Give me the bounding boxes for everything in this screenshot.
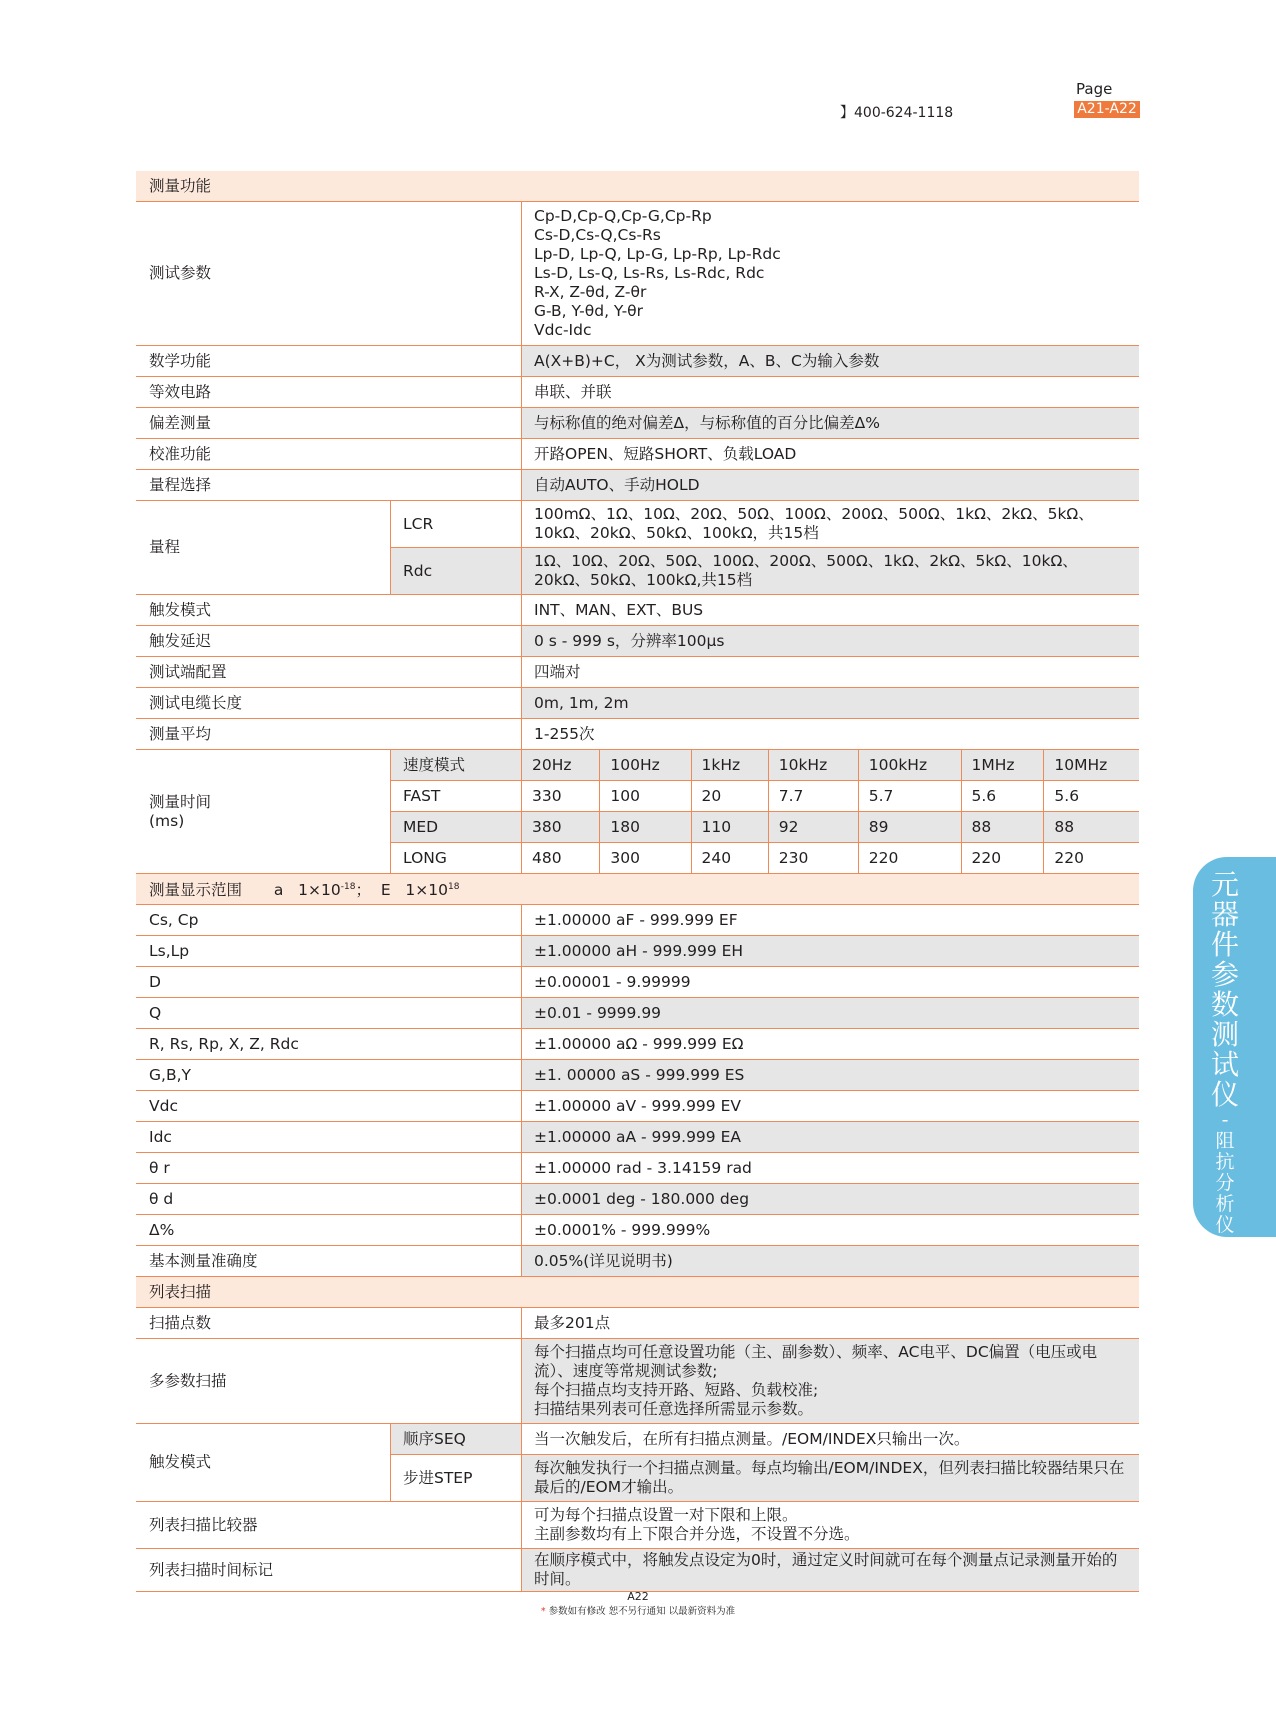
spec-row: Vdc ±1.00000 aV - 999.999 EV <box>136 1091 1139 1122</box>
spec-row: Δ% ±0.0001% - 999.999% <box>136 1215 1139 1246</box>
spec-row: 触发延迟 0 s - 999 s，分辨率100μs <box>136 626 1139 657</box>
spec-row-timestamp: 列表扫描时间标记 在顺序模式中，将触发点设定为0时，通过定义时间就可在每个测量点记录测量开始的时间。 <box>136 1549 1139 1592</box>
params-label: 测试参数 <box>136 202 522 346</box>
range-lcr-values: 100mΩ、1Ω、10Ω、20Ω、50Ω、100Ω、200Ω、500Ω、1kΩ、2kΩ、5kΩ、10kΩ、20kΩ、50kΩ、100kΩ，共15档 <box>522 501 1140 548</box>
range-lcr-label: LCR <box>391 501 522 548</box>
spec-row-params <box>136 202 1139 346</box>
spec-row: 校准功能 开路OPEN、短路SHORT、负载LOAD <box>136 439 1139 470</box>
spec-row-multi: 多参数扫描 每个扫描点均可任意设置功能（主、副参数）、频率、AC电平、DC偏置（电压或电流）、速度等常规测试参数; 每个扫描点均支持开路、短路、负载校准; 扫描结果列表可任意选择所需显示参数。 <box>136 1339 1139 1424</box>
spec-row-trigger-seq: 触发模式 顺序SEQ 当一次触发后，在所有扫描点测量。/EOM/INDEX只输出一次。 <box>136 1424 1139 1455</box>
section-header-list: 列表扫描 <box>136 1277 1139 1308</box>
spec-row: Ls,Lp ±1.00000 aH - 999.999 EH <box>136 936 1139 967</box>
spec-row: 测量平均 1-255次 <box>136 719 1139 750</box>
spec-row: Q ±0.01 - 9999.99 <box>136 998 1139 1029</box>
range-label: 量程 <box>136 501 391 595</box>
spec-row: 数学功能 A(X+B)+C， X为测试参数，A、B、C为输入参数 <box>136 346 1139 377</box>
hotline-number: 】400-624-1118 <box>840 105 954 121</box>
spec-row-trigger-step: 步进STEP 每次触发执行一个扫描点测量。每点均输出/EOM/INDEX，但列表扫描比较器结果只在最后的/EOM才输出。 <box>136 1455 1139 1502</box>
spec-row: 触发模式 INT、MAN、EXT、BUS <box>136 595 1139 626</box>
section-header-display: 测量显示范围 a $1\times 10^{-18}$； E $1\times 10^{18}$ <box>136 874 1139 905</box>
spec-row: Cs, Cp ±1.00000 aF - 999.999 EF <box>136 905 1139 936</box>
spec-row: θ r ±1.00000 rad - 3.14159 rad <box>136 1153 1139 1184</box>
timing-header-row: 测量时间 (ms) 速度模式 20Hz 100Hz 1kHz 10kHz 100kHz 1MHz 10MHz <box>136 750 1139 781</box>
spec-row: 基本测量准确度 0.05%(详见说明书) <box>136 1246 1139 1277</box>
section-header-measure: 测量功能 <box>136 171 1139 202</box>
footer-page-number: A22 <box>627 1590 649 1603</box>
timing-row-fast: FAST 330 100 20 7.7 5.7 5.6 5.6 <box>136 781 1139 812</box>
range-rdc-values: 1Ω、10Ω、20Ω、50Ω、100Ω、200Ω、500Ω、1kΩ、2kΩ、5kΩ、10kΩ、20kΩ、50kΩ、100kΩ,共15档 <box>522 548 1140 595</box>
params-values: Cp-D,Cp-Q,Cp-G,Cp-Rp Cs-D,Cs-Q,Cs-Rs Lp-D, Lp-Q, Lp-G, Lp-Rp, Lp-Rdc Ls-D, Ls-Q, Ls-Rs, Ls-Rdc, Rdc R-X, Z-θd, Z-θr G-B, Y-θd, Y-θr Vdc-Idc <box>522 202 1140 346</box>
spec-row: 等效电路 串联、并联 <box>136 377 1139 408</box>
footer-disclaimer: * 参数如有修改 恕不另行通知 以最新资料为准 <box>540 1606 736 1617</box>
spec-row: 测试电缆长度 0m, 1m, 2m <box>136 688 1139 719</box>
spec-row: 偏差测量 与标称值的绝对偏差Δ，与标称值的百分比偏差Δ% <box>136 408 1139 439</box>
range-rdc-label: Rdc <box>391 548 522 595</box>
page-header <box>0 0 1276 130</box>
spec-row: G,B,Y ±1. 00000 aS - 999.999 ES <box>136 1060 1139 1091</box>
page-label: Page <box>1076 80 1113 98</box>
spec-row: D ±0.00001 - 9.99999 <box>136 967 1139 998</box>
spec-row: 测试端配置 四端对 <box>136 657 1139 688</box>
side-category-label: 元 器 件 参 数 测 试 仪 - 阻 抗 分 析 仪 <box>1210 868 1239 1236</box>
page-range-badge: A21-A22 <box>1074 101 1140 118</box>
timing-label: 测量时间 (ms) <box>136 750 391 874</box>
spec-row: R, Rs, Rp, X, Z, Rdc ±1.00000 aΩ - 999.999 EΩ <box>136 1029 1139 1060</box>
spec-row: Idc ±1.00000 aA - 999.999 EA <box>136 1122 1139 1153</box>
spec-row: 量程选择 自动AUTO、手动HOLD <box>136 470 1139 501</box>
spec-row-comparator: 列表扫描比较器 可为每个扫描点设置一对下限和上限。 主副参数均有上下限合并分选，不设置不分选。 <box>136 1502 1139 1549</box>
timing-row-med: MED 380 180 110 92 89 88 88 <box>136 812 1139 843</box>
spec-table <box>136 171 1139 1592</box>
timing-row-long: LONG 480 300 240 230 220 220 220 <box>136 843 1139 874</box>
spec-row-points: 扫描点数 最多201点 <box>136 1308 1139 1339</box>
spec-row-range-lcr <box>136 501 1139 548</box>
spec-row: θ d ±0.0001 deg - 180.000 deg <box>136 1184 1139 1215</box>
